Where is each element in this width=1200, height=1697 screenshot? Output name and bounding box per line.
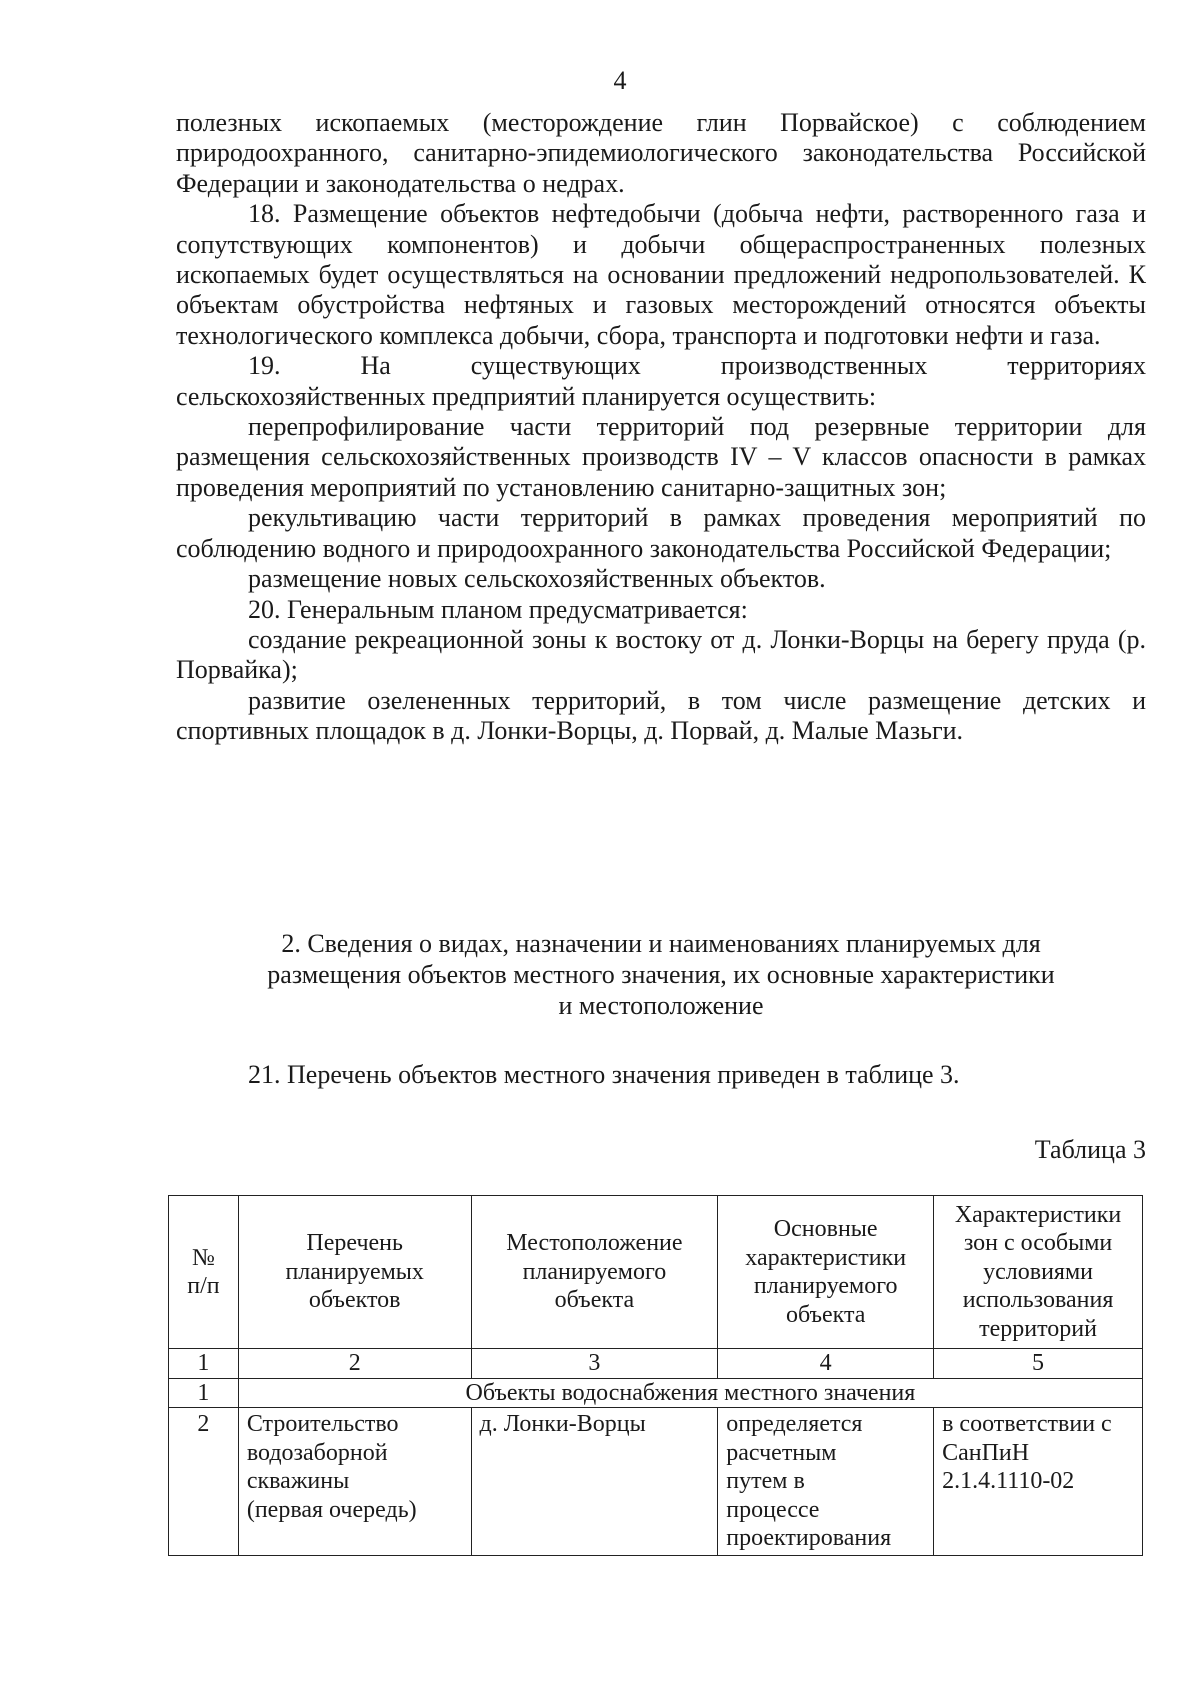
column-index-5: 5 [934,1349,1143,1379]
row-zones: в соответствии с СанПиН 2.1.4.1110-02 [934,1408,1143,1556]
section-title: Объекты водоснабжения местного значения [238,1378,1142,1408]
body-text [176,108,1146,747]
table-caption: Таблица 3 [1034,1135,1146,1164]
header-objects: Перечень планируемых объектов [238,1196,471,1349]
column-index-3: 3 [471,1349,718,1379]
row-object: Строительство водозаборной скважины (первая очередь) [238,1408,471,1556]
column-index-1: 1 [169,1349,239,1379]
row-characteristics: определяется расчетным путем в процессе проектирования [718,1408,934,1556]
section-number: 1 [169,1378,239,1408]
header-characteristics: Основные характеристики планируемого объекта [718,1196,934,1349]
paragraph-continuation: полезных ископаемых (месторождение глин Порвайское) с соблюдением природоохранного, санитарно-эпидемиологического законодательства Российской Федерации и законодательства о недрах. [176,108,1146,198]
paragraph-21: 21. Перечень объектов местного значения приведен в таблице 3. [248,1060,960,1089]
column-index-2: 2 [238,1349,471,1379]
header-num: № п/п [169,1196,239,1349]
section-heading: 2. Сведения о видах, назначении и наименованиях планируемых для размещения объектов местного значения, их основные характеристики и местоположение [267,929,1055,1020]
table-column-index-row [169,1349,1143,1379]
paragraph-green-areas: развитие озелененных территорий, в том числе размещение детских и спортивных площадок в д. Лонки-Ворцы, д. Порвай, д. Малые Мазьги. [176,685,1146,746]
paragraph-reprofiling: перепрофилирование части территорий под резервные территории для размещения сельскохозяйственных производств IV – V классов опасности в рамках проведения мероприятий по установлению санитарно-защитных зон; [176,412,1146,502]
paragraph-20: 20. Генеральным планом предусматривается: [248,594,748,624]
header-location: Местоположение планируемого объекта [471,1196,718,1349]
row-num: 2 [169,1408,239,1556]
column-index-4: 4 [718,1349,934,1379]
table-section-row [169,1378,1143,1408]
paragraph-18: 18. Размещение объектов нефтедобычи (добыча нефти, растворенного газа и сопутствующих компонентов) и добычи общераспространенных полезных ископаемых будет осуществляться на основании предложений недропользователей. К объектам обустройства нефтяных и газовых месторождений относятся объекты технологического комплекса добычи, сбора, транспорта и подготовки нефти и газа. [176,199,1146,350]
paragraph-recreation-zone: создание рекреационной зоны к востоку от д. Лонки-Ворцы на берегу пруда (р. Порвайка); [176,624,1146,685]
table-row [169,1408,1143,1556]
header-zones: Характеристики зон с особыми условиями использования территорий [934,1196,1143,1349]
row-location: д. Лонки-Ворцы [471,1408,718,1556]
paragraph-new-objects: размещение новых сельскохозяйственных объектов. [248,564,826,594]
paragraph-19: 19. На существующих производственных территориях [248,351,1146,381]
page-number: 4 [613,66,627,95]
paragraph-recultivation: рекультивацию части территорий в рамках проведения мероприятий по соблюдению водного и природоохранного законодательства Российской Федерации; [176,503,1146,563]
local-objects-table [168,1195,1143,1556]
table-header-row [169,1196,1143,1349]
paragraph-19-continuation: сельскохозяйственных предприятий планируется осуществить: [176,381,877,411]
